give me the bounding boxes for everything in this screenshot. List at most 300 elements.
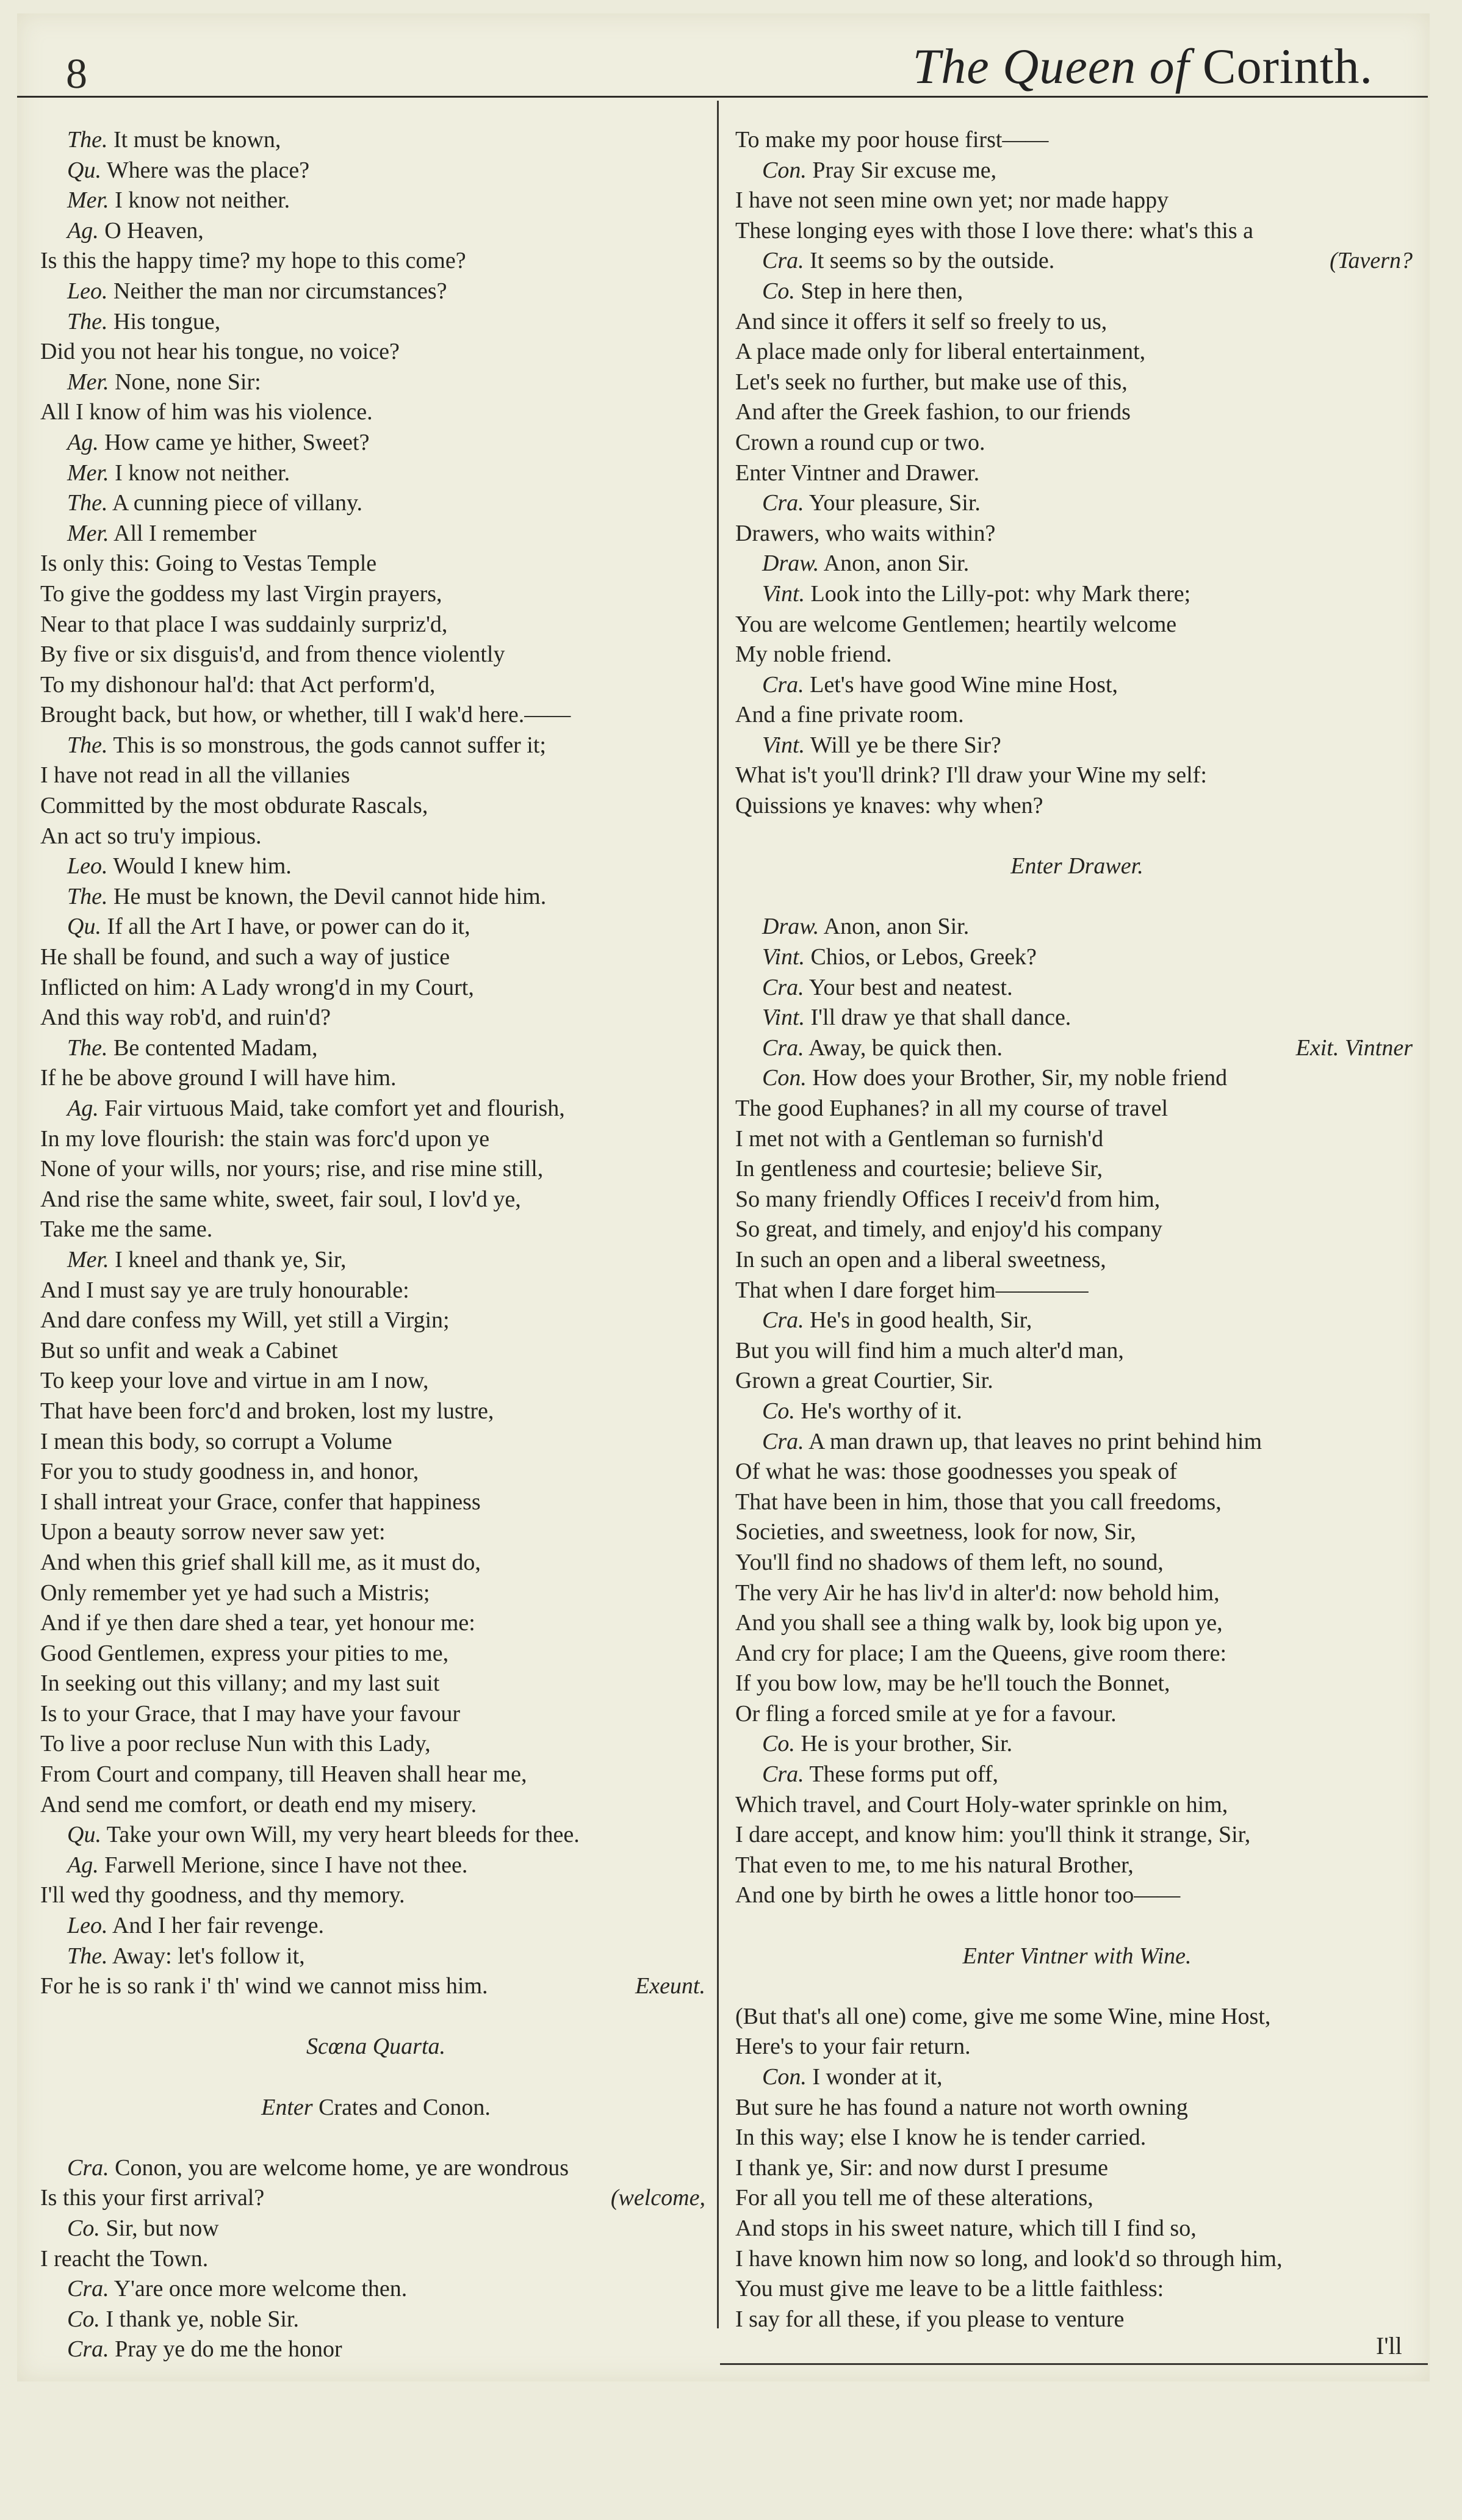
text-line [40, 851, 711, 882]
text-line [40, 2214, 711, 2244]
text-line [40, 519, 711, 549]
text-line [40, 337, 711, 367]
text-line [735, 1305, 1419, 1336]
speaker-label: Cra. [762, 490, 804, 516]
line-text: These longing eyes with those I love there: what's this a [735, 217, 1253, 244]
entry-word: Enter [261, 2094, 313, 2120]
line-text: And since it offers it self so freely to us, [735, 308, 1107, 334]
line-text: He shall be found, and such a way of justice [40, 944, 450, 970]
speaker-label: The. [67, 732, 108, 758]
text-line [40, 700, 711, 731]
line-text: And you shall see a thing walk by, look big upon ye, [735, 1610, 1223, 1636]
spacer [40, 2002, 711, 2032]
text-line [735, 640, 1419, 670]
text-line [735, 912, 1419, 942]
line-text: In seeking out this villany; and my last suit [40, 1670, 440, 1697]
speaker-label: Mer. [67, 460, 109, 486]
spacer [735, 882, 1419, 912]
speaker-label: Qu. [67, 1822, 101, 1848]
text-line [40, 156, 711, 186]
text-line [735, 1185, 1419, 1215]
line-text: Your pleasure, Sir. [808, 490, 981, 516]
page-header [17, 0, 1428, 98]
text-line [735, 1517, 1419, 1548]
text-line [735, 1820, 1419, 1850]
text-line [735, 2153, 1419, 2184]
line-text: Did you not hear his tongue, no voice? [40, 339, 400, 365]
text-line [40, 549, 711, 579]
catchword: I'll [1376, 2332, 1402, 2359]
line-text: And send me comfort, or death end my misery. [40, 1791, 477, 1818]
text-line [40, 2153, 711, 2184]
line-text: Be contented Madam, [113, 1034, 318, 1061]
text-line [40, 1033, 711, 1064]
entry-names: Crates and Conon. [312, 2094, 491, 2120]
line-text: Upon a beauty sorrow never saw yet: [40, 1519, 386, 1545]
stage-note: (Tavern? [1330, 248, 1413, 274]
line-text: And if ye then dare shed a tear, yet honour me: [40, 1610, 475, 1636]
line-text: And this way rob'd, and ruin'd? [40, 1005, 331, 1031]
line-text: I have not seen mine own yet; nor made happy [735, 187, 1169, 214]
text-line [735, 216, 1419, 247]
text-line [40, 760, 711, 791]
text-line [735, 2244, 1419, 2275]
left-column [40, 125, 711, 2365]
line-text: An act so tru'y impious. [40, 823, 262, 849]
line-text: If all the Art I have, or power can do it, [107, 914, 470, 940]
text-line [40, 1729, 711, 1760]
speaker-label: Cra. [762, 671, 804, 698]
speaker-label: Co. [762, 1731, 795, 1757]
text-line [40, 1608, 711, 1639]
text-line [735, 337, 1419, 367]
line-text: My noble friend. [735, 641, 892, 668]
text-line [40, 610, 711, 640]
text-line [40, 670, 711, 701]
text-line [40, 579, 711, 610]
line-text: Sir, but now [106, 2215, 219, 2241]
line-text: Which travel, and Court Holy-water sprinkle on him, [735, 1791, 1228, 1818]
line-text: Or fling a forced smile at ye for a favour. [735, 1700, 1117, 1727]
text-line [735, 1639, 1419, 1669]
speaker-label: The. [67, 1943, 108, 1969]
line-text: Would I knew him. [113, 853, 292, 879]
text-line [40, 1427, 711, 1457]
line-text: Pray ye do me the honor [115, 2336, 342, 2363]
text-line [735, 1427, 1419, 1457]
text-line [735, 488, 1419, 519]
line-text: None, none Sir: [115, 369, 261, 395]
text-line [735, 2123, 1419, 2153]
speaker-label: Ag. [67, 217, 99, 244]
line-text: And I must say ye are truly honourable: [40, 1277, 409, 1303]
speaker-label: Co. [762, 278, 795, 304]
line-text: Is only this: Going to Vestas Temple [40, 551, 377, 577]
line-text: I have not read in all the villanies [40, 762, 350, 789]
text-line [735, 1336, 1419, 1367]
line-text: To make my poor house first—— [735, 127, 1049, 153]
speaker-label: The. [67, 308, 108, 334]
text-line [40, 1245, 711, 1276]
text-line [735, 1729, 1419, 1760]
line-text: For he is so rank i' th' wind we cannot miss him. [40, 1973, 488, 1999]
text-line [735, 942, 1419, 973]
line-text: I know not neither. [115, 187, 290, 214]
line-text: He must be known, the Devil cannot hide him. [113, 883, 547, 909]
line-text: Away, be quick then. [808, 1034, 1003, 1061]
line-text: To live a poor recluse Nun with this Lady, [40, 1731, 431, 1757]
line-text: Fair virtuous Maid, take comfort yet and flourish, [104, 1096, 565, 1121]
line-text: That when I dare forget him———— [735, 1277, 1089, 1303]
speaker-label: Vint. [762, 1005, 805, 1031]
text-line [735, 549, 1419, 579]
text-line [735, 186, 1419, 216]
line-text: I have known him now so long, and look'd so through him, [735, 2245, 1283, 2272]
text-line [735, 1548, 1419, 1578]
text-line [735, 519, 1419, 549]
text-line [40, 1790, 711, 1821]
text-line [735, 1850, 1419, 1881]
text-line [735, 428, 1419, 458]
speaker-label: Ag. [67, 429, 99, 455]
text-line [735, 973, 1419, 1003]
line-text: Enter Vintner and Drawer. [735, 460, 980, 486]
line-text: And when this grief shall kill me, as it must do, [40, 1549, 481, 1575]
text-line [40, 2305, 711, 2335]
stage-note: (welcome, [610, 2185, 705, 2211]
speaker-label: The. [67, 883, 108, 909]
line-text: I say for all these, if you please to venture [735, 2306, 1125, 2332]
text-line [40, 1699, 711, 1730]
line-text: A place made only for liberal entertainment, [735, 339, 1146, 365]
text-line [735, 1760, 1419, 1790]
text-line [735, 276, 1419, 307]
line-text: I thank ye, Sir: and now durst I presume [735, 2154, 1109, 2181]
scene-entry [40, 2093, 711, 2123]
line-text: Brought back, but how, or whether, till I wak'd here.—— [40, 702, 571, 728]
speaker-label: Co. [762, 1398, 795, 1424]
text-line [40, 1487, 711, 1518]
text-line [735, 1457, 1419, 1487]
line-text: Farwell Merione, since I have not thee. [104, 1852, 468, 1878]
text-line [735, 670, 1419, 701]
line-text: From Court and company, till Heaven shall hear me, [40, 1761, 527, 1788]
speaker-label: Leo. [67, 853, 108, 879]
line-text: Societies, and sweetness, look for now, Sir, [735, 1519, 1136, 1545]
line-text: Away: let's follow it, [112, 1943, 305, 1969]
text-line [40, 1548, 711, 1578]
line-text: You are welcome Gentlemen; heartily welcome [735, 611, 1177, 637]
line-text: Of what he was: those goodnesses you speak of [735, 1459, 1177, 1485]
line-text: Look into the Lilly-pot: why Mark there; [810, 580, 1191, 607]
speaker-label: Con. [762, 2064, 807, 2090]
scene-heading: Scœna Quarta. [306, 2034, 445, 2060]
spacer [40, 2123, 711, 2153]
text-line [735, 610, 1419, 640]
line-text: In gentleness and courtesie; believe Sir, [735, 1156, 1103, 1182]
line-text: I'll wed thy goodness, and thy memory. [40, 1882, 405, 1908]
line-text: If he be above ground I will have him. [40, 1065, 397, 1091]
text-line [40, 1366, 711, 1396]
line-text: How came ye hither, Sweet? [104, 429, 370, 455]
text-line [40, 1154, 711, 1185]
page-number: 8 [66, 51, 87, 98]
text-line [735, 1154, 1419, 1185]
speaker-label: Cra. [67, 2336, 109, 2363]
text-line [735, 125, 1419, 156]
line-text: In this way; else I know he is tender carried. [735, 2125, 1147, 2151]
text-line [735, 2002, 1419, 2032]
speaker-label: The. [67, 127, 108, 153]
text-line [735, 367, 1419, 398]
text-line [40, 731, 711, 761]
text-line [40, 1276, 711, 1306]
line-text: And one by birth he owes a little honor too—— [735, 1882, 1181, 1908]
speaker-label: Cra. [762, 248, 804, 274]
speaker-label: Cra. [67, 2154, 109, 2181]
line-text: I wonder at it, [812, 2064, 943, 2090]
text-line [40, 973, 711, 1003]
speaker-label: Cra. [762, 1307, 804, 1334]
line-text: Only remember yet ye had such a Mistris; [40, 1580, 430, 1606]
line-text: Near to that place I was suddainly surpriz'd, [40, 611, 448, 637]
text-line [40, 1517, 711, 1548]
text-line [735, 1487, 1419, 1518]
text-line [735, 1669, 1419, 1699]
line-text: Where was the place? [106, 157, 310, 183]
column-divider [717, 101, 719, 2328]
line-text: In such an open and a liberal sweetness, [735, 1246, 1106, 1273]
line-text: All I remember [113, 520, 257, 546]
speaker-label: Qu. [67, 914, 101, 940]
text-line [40, 1911, 711, 1941]
speaker-label: Vint. [762, 580, 805, 607]
text-line [735, 2062, 1419, 2093]
text-line [40, 882, 711, 912]
text-line [40, 428, 711, 458]
speaker-label: Mer. [67, 520, 109, 546]
line-text: I know not neither. [115, 460, 290, 486]
text-line [735, 1396, 1419, 1427]
line-text: I met not with a Gentleman so furnish'd [735, 1125, 1104, 1152]
line-text: And dare confess my Will, yet still a Virgin; [40, 1307, 450, 1334]
speaker-label: Cra. [762, 1761, 804, 1788]
line-text: How does your Brother, Sir, my noble friend [812, 1065, 1228, 1091]
line-text: Neither the man nor circumstances? [113, 278, 447, 304]
line-text: You must give me leave to be a little faithless: [735, 2276, 1164, 2302]
line-text: And stops in his sweet nature, which till I find so, [735, 2215, 1197, 2241]
line-text: Grown a great Courtier, Sir. [735, 1368, 993, 1394]
speaker-label: Mer. [67, 369, 109, 395]
line-text: Is this the happy time? my hope to this come? [40, 248, 466, 274]
text-line [40, 397, 711, 428]
speaker-label: Ag. [67, 1852, 99, 1878]
line-text: I kneel and thank ye, Sir, [115, 1246, 347, 1273]
line-text: (But that's all one) come, give me some Wine, mine Host, [735, 2003, 1271, 2029]
speaker-label: The. [67, 490, 108, 516]
line-text: I mean this body, so corrupt a Volume [40, 1428, 392, 1454]
line-text: Will ye be there Sir? [810, 732, 1001, 758]
text-line [40, 1336, 711, 1367]
line-text: Here's to your fair return. [735, 2034, 971, 2060]
spacer [735, 1971, 1419, 2002]
speaker-label: Con. [762, 1065, 807, 1091]
line-text: It must be known, [113, 127, 281, 153]
stage-direction-enter-vintner: Enter Vintner with Wine. [962, 1943, 1192, 1969]
text-line [735, 1699, 1419, 1730]
text-line [735, 1124, 1419, 1155]
text-line [40, 186, 711, 216]
text-line [40, 1941, 711, 1972]
speaker-label: Cra. [762, 974, 804, 1000]
line-text: He is your brother, Sir. [801, 1731, 1013, 1757]
text-line [40, 307, 711, 338]
line-text: I dare accept, and know him: you'll think it strange, Sir, [735, 1822, 1251, 1848]
text-line [735, 1366, 1419, 1396]
text-line [735, 760, 1419, 791]
text-line [40, 276, 711, 307]
text-line [40, 1185, 711, 1215]
line-text: I reacht the Town. [40, 2245, 209, 2272]
line-text: But sure he has found a nature not worth owning [735, 2094, 1188, 2120]
line-text: For you to study goodness in, and honor, [40, 1459, 419, 1485]
speaker-label: Con. [762, 157, 807, 183]
text-line [40, 1971, 711, 2002]
running-title-roman: Corinth. [1202, 38, 1373, 94]
speaker-label: Draw. [762, 914, 819, 940]
line-text: O Heaven, [104, 217, 204, 244]
line-text: And a fine private room. [735, 702, 964, 728]
running-title [913, 38, 1373, 95]
text-line [735, 731, 1419, 761]
text-line [40, 640, 711, 670]
line-text: Quissions ye knaves: why when? [735, 793, 1043, 819]
spacer [40, 2062, 711, 2093]
text-line [735, 2183, 1419, 2214]
line-text: Your best and neatest. [808, 974, 1013, 1000]
line-text: You'll find no shadows of them left, no sound, [735, 1549, 1164, 1575]
line-text: So many friendly Offices I receiv'd from him, [735, 1186, 1161, 1212]
text-line [735, 156, 1419, 186]
line-text: Inflicted on him: A Lady wrong'd in my Court, [40, 974, 474, 1000]
text-line [40, 1578, 711, 1609]
speaker-label: Cra. [762, 1034, 804, 1061]
line-text: Let's have good Wine mine Host, [810, 671, 1118, 698]
line-text: To give the goddess my last Virgin prayers, [40, 580, 442, 607]
text-line [735, 1094, 1419, 1124]
speaker-label: Vint. [762, 944, 805, 970]
text-line [735, 2305, 1419, 2335]
text-line [735, 1790, 1419, 1821]
line-text: That even to me, to me his natural Brother, [735, 1852, 1134, 1878]
text-line [40, 1124, 711, 1155]
text-line [40, 367, 711, 398]
line-text: A cunning piece of villany. [112, 490, 363, 516]
line-text: So great, and timely, and enjoy'd his company [735, 1216, 1162, 1243]
line-text: And cry for place; I am the Queens, give room there: [735, 1640, 1227, 1666]
stage-note: Exeunt. [635, 1973, 705, 1999]
line-text: He's worthy of it. [801, 1398, 962, 1424]
line-text: Anon, anon Sir. [823, 914, 970, 940]
spacer [735, 1911, 1419, 1941]
speaker-label: Cra. [67, 2276, 109, 2302]
line-text: Let's seek no further, but make use of this, [735, 369, 1128, 395]
text-line [40, 2183, 711, 2214]
line-text: I thank ye, noble Sir. [106, 2306, 299, 2332]
stage-direction-enter-drawer: Enter Drawer. [1010, 853, 1143, 879]
line-text: And I her fair revenge. [112, 1913, 325, 1939]
spacer [735, 821, 1419, 852]
text-line [40, 488, 711, 519]
text-line [735, 1063, 1419, 1094]
speaker-label: Draw. [762, 551, 819, 577]
text-line [40, 2244, 711, 2275]
line-text: None of your wills, nor yours; rise, and rise mine still, [40, 1156, 544, 1182]
text-line [735, 397, 1419, 428]
text-line [735, 1003, 1419, 1033]
text-line [40, 2274, 711, 2305]
text-line [40, 1457, 711, 1487]
text-line [735, 700, 1419, 731]
text-line [40, 1669, 711, 1699]
line-text: This is so monstrous, the gods cannot suffer it; [113, 732, 546, 758]
line-text: Good Gentlemen, express your pities to me, [40, 1640, 449, 1666]
text-line [735, 458, 1419, 489]
line-text: That have been forc'd and broken, lost my lustre, [40, 1398, 494, 1424]
text-line [735, 1033, 1419, 1064]
line-text: These forms put off, [809, 1761, 999, 1788]
bottom-rule [720, 2363, 1428, 2365]
text-line [735, 246, 1419, 276]
line-text: The good Euphanes? in all my course of travel [735, 1096, 1169, 1121]
speaker-label: Qu. [67, 157, 101, 183]
text-line [40, 1880, 711, 1911]
line-text: Y'are once more welcome then. [113, 2276, 408, 2302]
line-text: The very Air he has liv'd in alter'd: now behold him, [735, 1580, 1220, 1606]
text-line [40, 942, 711, 973]
speaker-label: Co. [67, 2215, 100, 2241]
text-line [735, 1245, 1419, 1276]
line-text: He's in good health, Sir, [810, 1307, 1032, 1334]
line-text: His tongue, [113, 308, 221, 334]
line-text: But so unfit and weak a Cabinet [40, 1337, 338, 1363]
text-line [735, 791, 1419, 821]
text-line [40, 2334, 711, 2365]
line-text: It seems so by the outside. [810, 248, 1055, 274]
line-text: I shall intreat your Grace, confer that happiness [40, 1489, 481, 1515]
text-line [735, 2032, 1419, 2062]
line-text: And after the Greek fashion, to our friends [735, 399, 1131, 425]
text-line [40, 1094, 711, 1124]
line-text: Drawers, who waits within? [735, 520, 996, 546]
text-line [735, 2214, 1419, 2244]
text-line [735, 579, 1419, 610]
text-line [40, 246, 711, 276]
line-text: I'll draw ye that shall dance. [810, 1005, 1071, 1031]
text-line [40, 821, 711, 852]
text-line [735, 2274, 1419, 2305]
text-line [40, 791, 711, 821]
line-text: Pray Sir excuse me, [812, 157, 997, 183]
line-text: Is to your Grace, that I may have your favour [40, 1700, 460, 1727]
speaker-label: Leo. [67, 1913, 108, 1939]
text-line [735, 1215, 1419, 1245]
text-line [40, 1820, 711, 1850]
text-line [735, 1880, 1419, 1911]
line-text: A man drawn up, that leaves no print behind him [808, 1428, 1262, 1454]
line-text: By five or six disguis'd, and from thence violently [40, 641, 505, 668]
text-line [40, 125, 711, 156]
